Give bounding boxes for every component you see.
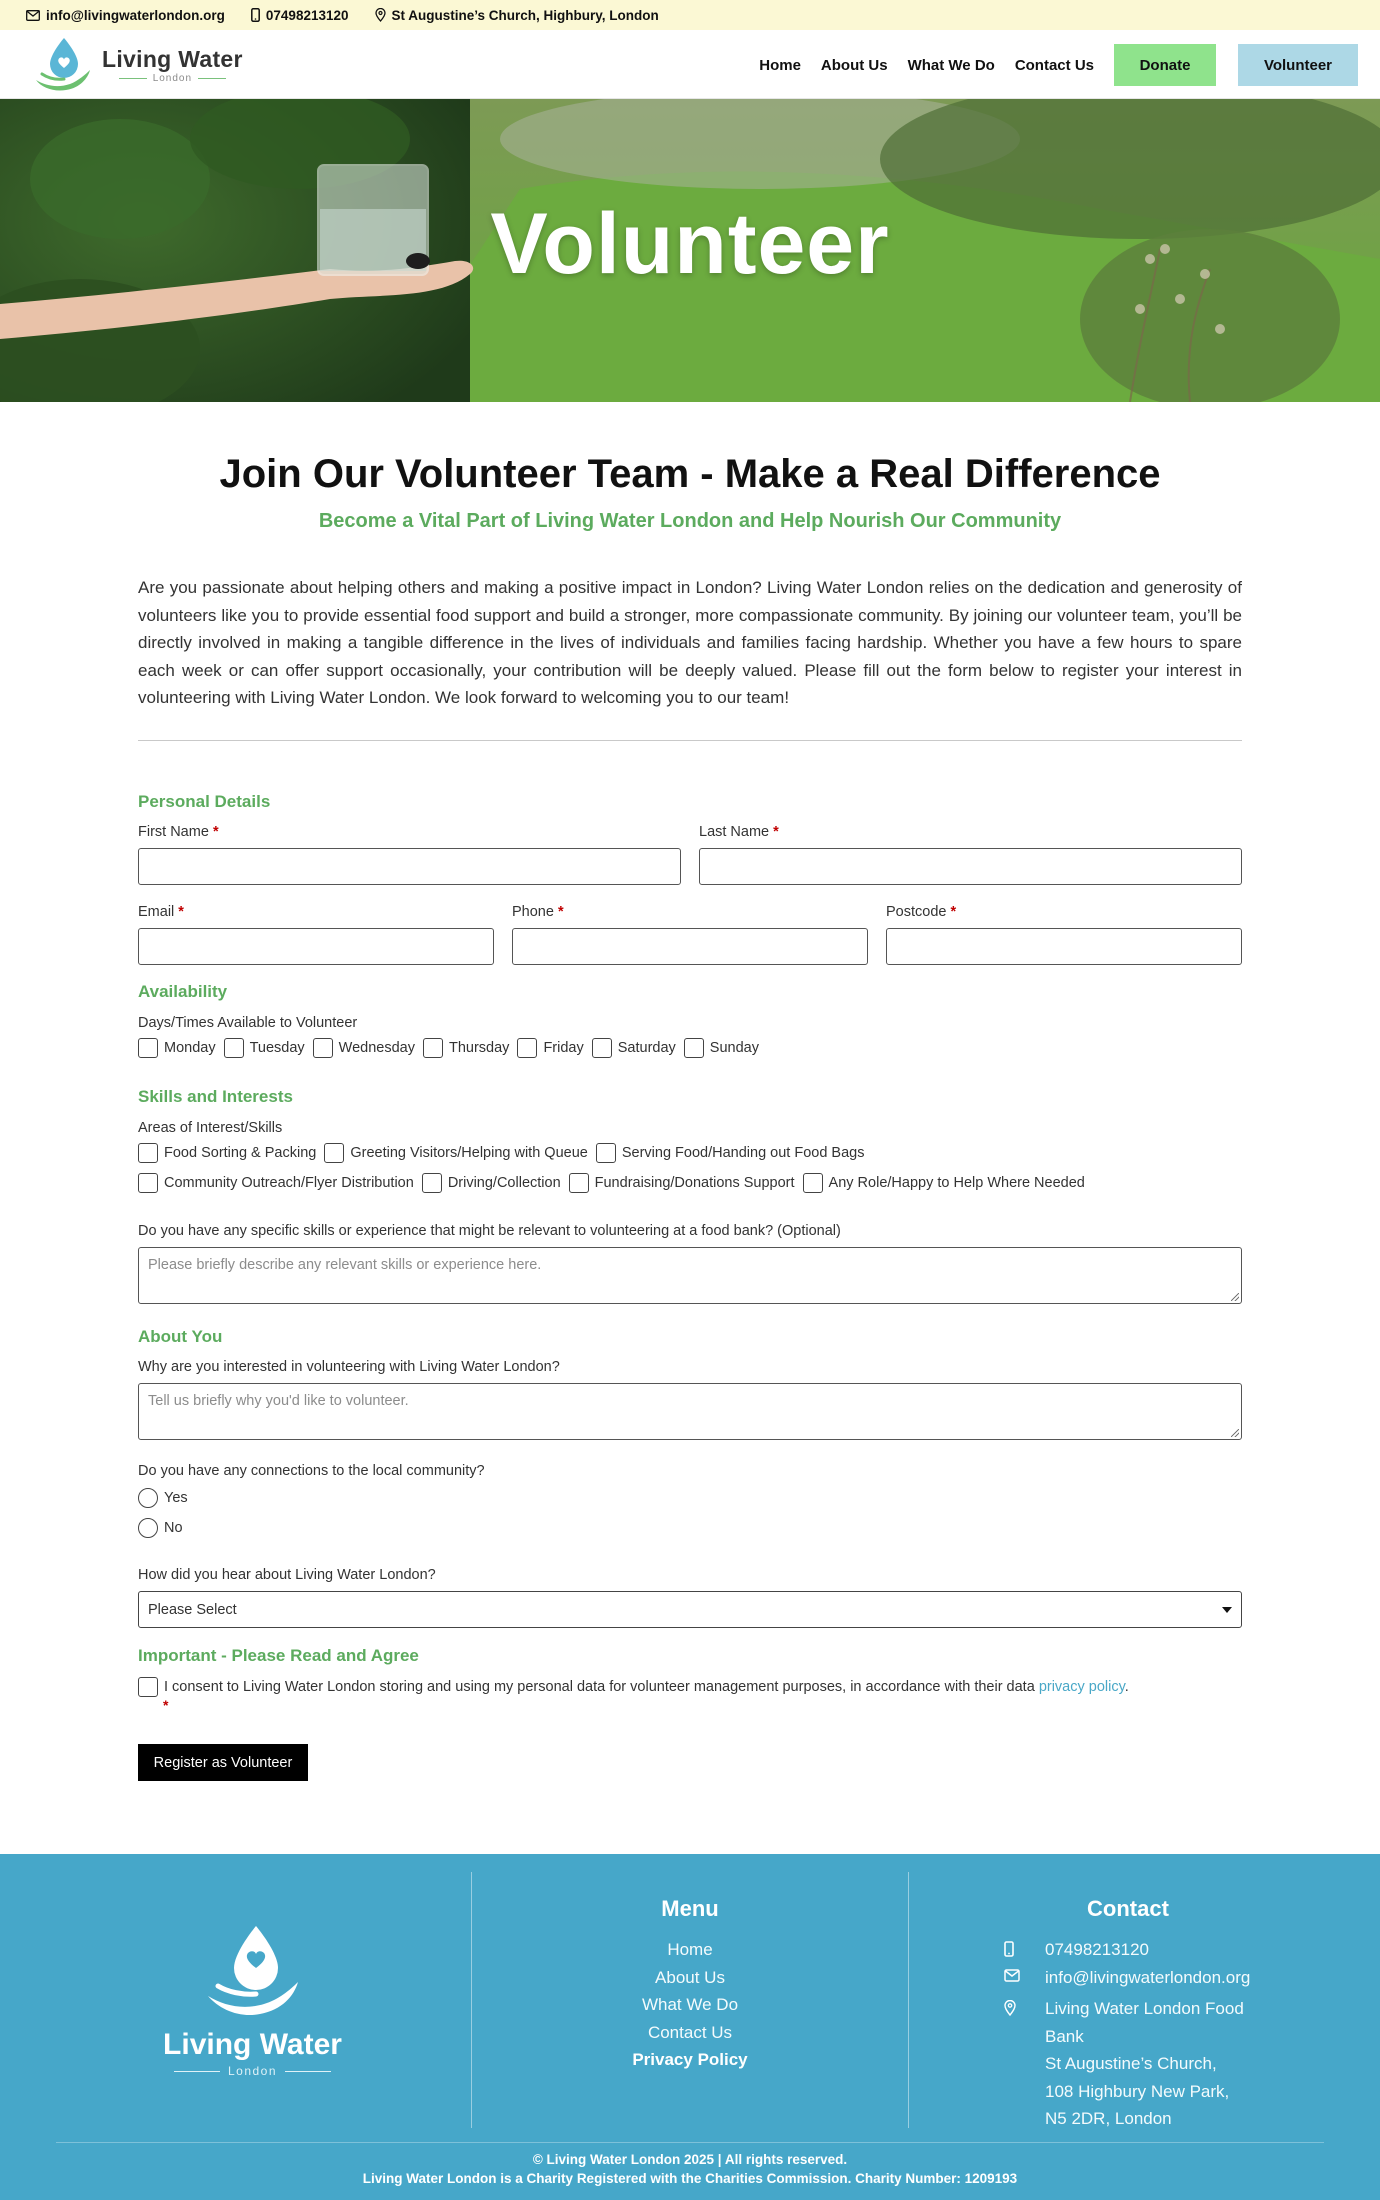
footer-contact (908, 1896, 1348, 2133)
skill-label: Greeting Visitors/Helping with Queue (350, 1145, 588, 1161)
topbar-phone-text[interactable]: 07498213120 (265, 7, 349, 23)
topbar-address-text: St Augustine’s Church, Highbury, London (391, 7, 659, 23)
donate-button[interactable]: Donate (1114, 44, 1216, 86)
skill-option-greeting-visitors[interactable] (324, 1143, 588, 1163)
checkbox[interactable] (803, 1173, 823, 1193)
topbar-phone[interactable] (251, 8, 349, 23)
footer-logo[interactable] (150, 1924, 355, 2078)
page-title: Join Our Volunteer Team - Make a Real Difference (219, 452, 1161, 496)
required-mark: * (773, 824, 779, 840)
checkbox[interactable] (224, 1038, 244, 1058)
skills-label: Areas of Interest/Skills (138, 1120, 283, 1136)
footer-address-line: N5 2DR, London (1045, 2109, 1172, 2128)
email-label (138, 904, 184, 920)
map-pin-icon (1004, 2000, 1016, 2016)
logo-title: Living Water (102, 46, 243, 72)
radio-yes[interactable] (138, 1488, 188, 1508)
day-option-wednesday[interactable] (313, 1038, 415, 1058)
radio-no-label: No (164, 1520, 183, 1536)
checkbox[interactable] (138, 1038, 158, 1058)
site-header (0, 30, 1380, 99)
checkbox[interactable] (596, 1143, 616, 1163)
experience-textarea[interactable] (138, 1247, 1242, 1304)
register-submit-button[interactable]: Register as Volunteer (138, 1744, 308, 1781)
skills-options-row-2 (138, 1173, 1093, 1193)
day-option-saturday[interactable] (592, 1038, 676, 1058)
email-label-text: Email (138, 904, 175, 920)
hero-banner (0, 99, 1380, 402)
skill-option-driving[interactable] (422, 1173, 561, 1193)
skill-label: Food Sorting & Packing (164, 1145, 317, 1161)
nav-about-us[interactable]: About Us (820, 56, 888, 74)
footer-bottom-divider (56, 2142, 1324, 2143)
connections-label: Do you have any connections to the local community? (138, 1463, 485, 1479)
footer-link-privacy-policy[interactable]: Privacy Policy (632, 2050, 748, 2069)
checkbox[interactable] (592, 1038, 612, 1058)
consent-checkbox[interactable] (138, 1677, 158, 1697)
footer-copyright (0, 2150, 1380, 2188)
why-label: Why are you interested in volunteering with Living Water London? (138, 1359, 560, 1375)
email-input[interactable] (138, 928, 494, 965)
day-label: Sunday (709, 1040, 759, 1056)
footer-logo-title: Living Water (163, 2028, 342, 2061)
consent-text-end: . (1124, 1679, 1129, 1695)
skill-option-community-outreach[interactable] (138, 1173, 414, 1193)
nav-contact-us[interactable]: Contact Us (1014, 56, 1094, 74)
footer-contact-title: Contact (1087, 1896, 1169, 1921)
caret-down-icon (1222, 1607, 1232, 1613)
phone-input[interactable] (512, 928, 868, 965)
skills-heading: Skills and Interests (138, 1087, 293, 1106)
required-mark: * (178, 904, 184, 920)
footer-address-line: St Augustine’s Church, (1045, 2054, 1217, 2073)
day-label: Monday (164, 1040, 216, 1056)
day-label: Thursday (448, 1040, 510, 1056)
day-option-tuesday[interactable] (224, 1038, 305, 1058)
privacy-policy-link[interactable]: privacy policy (1038, 1679, 1125, 1695)
water-drop-hands-logo-icon (198, 1924, 308, 2022)
envelope-icon (26, 10, 40, 21)
radio-button[interactable] (138, 1518, 158, 1538)
footer-email[interactable] (908, 1964, 1348, 1992)
skill-label: Driving/Collection (447, 1175, 561, 1191)
top-contact-bar (0, 0, 1380, 30)
day-option-monday[interactable] (138, 1038, 216, 1058)
map-pin-icon (375, 8, 386, 22)
topbar-email-text[interactable]: info@livingwaterlondon.org (46, 7, 225, 23)
first-name-input[interactable] (138, 848, 681, 885)
footer-link-home[interactable]: Home (667, 1940, 713, 1959)
envelope-icon (1004, 1969, 1020, 1982)
section-divider (138, 740, 1242, 741)
site-footer (0, 1854, 1380, 2200)
checkbox[interactable] (517, 1038, 537, 1058)
skill-label: Fundraising/Donations Support (594, 1175, 795, 1191)
footer-address (908, 1995, 1348, 2133)
required-mark: * (950, 904, 957, 920)
checkbox[interactable] (138, 1173, 158, 1193)
availability-label: Days/Times Available to Volunteer (138, 1015, 358, 1031)
footer-address-line: 108 Highbury New Park, (1045, 2081, 1230, 2101)
checkbox[interactable] (569, 1173, 589, 1193)
postcode-input[interactable] (886, 928, 1242, 965)
skill-label: Community Outreach/Flyer Distribution (164, 1175, 414, 1191)
footer-address-line: Bank (1045, 2026, 1084, 2046)
main-nav (739, 44, 1358, 86)
nav-what-we-do[interactable]: What We Do (907, 56, 995, 74)
radio-yes-label: Yes (164, 1490, 188, 1506)
consent-row (138, 1677, 1129, 1697)
hear-about-select[interactable] (138, 1591, 1242, 1628)
consent-required-mark: * (163, 1697, 169, 1713)
last-name-input[interactable] (699, 848, 1242, 885)
skill-option-serving-food[interactable] (596, 1143, 865, 1163)
skill-label: Serving Food/Handing out Food Bags (621, 1145, 865, 1161)
footer-menu-title: Menu (661, 1896, 719, 1921)
required-mark: * (557, 904, 564, 920)
footer-logo-subtitle (166, 2064, 339, 2078)
footer-logo-subtitle-text: London (227, 2064, 278, 2078)
phone-label-text: Phone (512, 904, 554, 920)
charity-number-text: Living Water London is a Charity Registered with the Charities Commission. Charity Number: 1209193 (362, 2171, 1018, 2186)
day-option-thursday[interactable] (423, 1038, 509, 1058)
first-name-label-text: First Name (138, 824, 209, 840)
footer-menu (470, 1896, 910, 2074)
footer-phone-text[interactable]: 07498213120 (1045, 1940, 1150, 1959)
day-option-friday[interactable] (517, 1038, 583, 1058)
consent-text (164, 1677, 1129, 1697)
consent-text-body: I consent to Living Water London storing and using my personal data for volunteer management purposes, in accordance with their data (164, 1679, 1039, 1695)
day-label: Saturday (617, 1040, 676, 1056)
checkbox[interactable] (313, 1038, 333, 1058)
skill-label: Any Role/Happy to Help Where Needed (828, 1175, 1085, 1191)
availability-days (138, 1038, 767, 1058)
day-label: Wednesday (338, 1040, 415, 1056)
site-logo[interactable] (28, 34, 248, 96)
logo-subtitle (113, 73, 232, 84)
skill-option-any-role[interactable] (803, 1173, 1085, 1193)
phone-label (512, 904, 564, 920)
footer-address-line: Living Water London Food (1045, 1999, 1244, 2018)
personal-details-heading: Personal Details (138, 792, 271, 811)
checkbox[interactable] (684, 1038, 704, 1058)
hear-about-select-value: Please Select (148, 1601, 237, 1618)
topbar-address (375, 8, 659, 23)
footer-link-about-us[interactable]: About Us (655, 1967, 725, 1987)
skills-options-row-1 (138, 1143, 872, 1163)
checkbox[interactable] (324, 1143, 344, 1163)
intro-paragraph: Are you passionate about helping others and making a positive impact in London? Living Water London relies on the dedication and generosity of volunteers like you to provide essential food support and build a stronger, more compassionate community. By joining our volunteer team, you’ll be directly involved in making a tangible difference in the lives of individuals and families facing hardship. Whether you have a few hours to spare each week or can offer support occasionally, your contribution will be deeply valued. Please fill out the form below to register your interest in volunteering with Living Water London. We look forward to welcoming you to our team! (138, 578, 1242, 708)
checkbox[interactable] (422, 1173, 442, 1193)
footer-email-text[interactable]: info@livingwaterlondon.org (1045, 1967, 1251, 1987)
resize-grip-icon[interactable] (1231, 1293, 1239, 1301)
mobile-phone-icon (251, 8, 260, 22)
volunteer-button[interactable]: Volunteer (1238, 44, 1358, 86)
last-name-label (699, 824, 779, 840)
availability-heading: Availability (138, 982, 228, 1001)
experience-placeholder: Please briefly describe any relevant skills or experience here. (148, 1257, 542, 1273)
footer-link-what-we-do[interactable]: What We Do (641, 1995, 739, 2014)
checkbox[interactable] (138, 1143, 158, 1163)
checkbox[interactable] (423, 1038, 443, 1058)
why-textarea[interactable] (138, 1383, 1242, 1440)
logo-subtitle-text: London (152, 73, 193, 84)
postcode-label (886, 904, 956, 920)
day-label: Tuesday (249, 1040, 305, 1056)
radio-no[interactable] (138, 1518, 183, 1538)
day-option-sunday[interactable] (684, 1038, 759, 1058)
nav-home[interactable]: Home (759, 56, 801, 74)
page-subtitle: Become a Vital Part of Living Water London and Help Nourish Our Community (318, 510, 1062, 532)
copyright-text: © Living Water London 2025 | All rights reserved. (532, 2152, 848, 2167)
radio-button[interactable] (138, 1488, 158, 1508)
about-you-heading: About You (138, 1327, 223, 1346)
footer-phone[interactable] (908, 1936, 1348, 1964)
footer-link-contact-us[interactable]: Contact Us (647, 2022, 733, 2042)
mobile-phone-icon (1004, 1941, 1014, 1957)
first-name-label (138, 824, 219, 840)
skill-option-food-sorting[interactable] (138, 1143, 316, 1163)
why-placeholder: Tell us briefly why you'd like to volunteer. (148, 1393, 409, 1409)
resize-grip-icon[interactable] (1231, 1429, 1239, 1437)
last-name-label-text: Last Name (699, 824, 770, 840)
skill-option-fundraising[interactable] (569, 1173, 795, 1193)
consent-heading: Important - Please Read and Agree (138, 1646, 419, 1665)
day-label: Friday (543, 1040, 584, 1056)
hero-title: Volunteer (490, 196, 890, 292)
postcode-label-text: Postcode (886, 904, 947, 920)
water-drop-hands-logo-icon (28, 34, 96, 96)
required-mark: * (212, 824, 219, 840)
experience-label: Do you have any specific skills or experience that might be relevant to volunteering at a food bank? (Optional) (138, 1223, 841, 1239)
hear-about-label: How did you hear about Living Water London? (138, 1567, 436, 1583)
topbar-email[interactable] (26, 8, 225, 23)
